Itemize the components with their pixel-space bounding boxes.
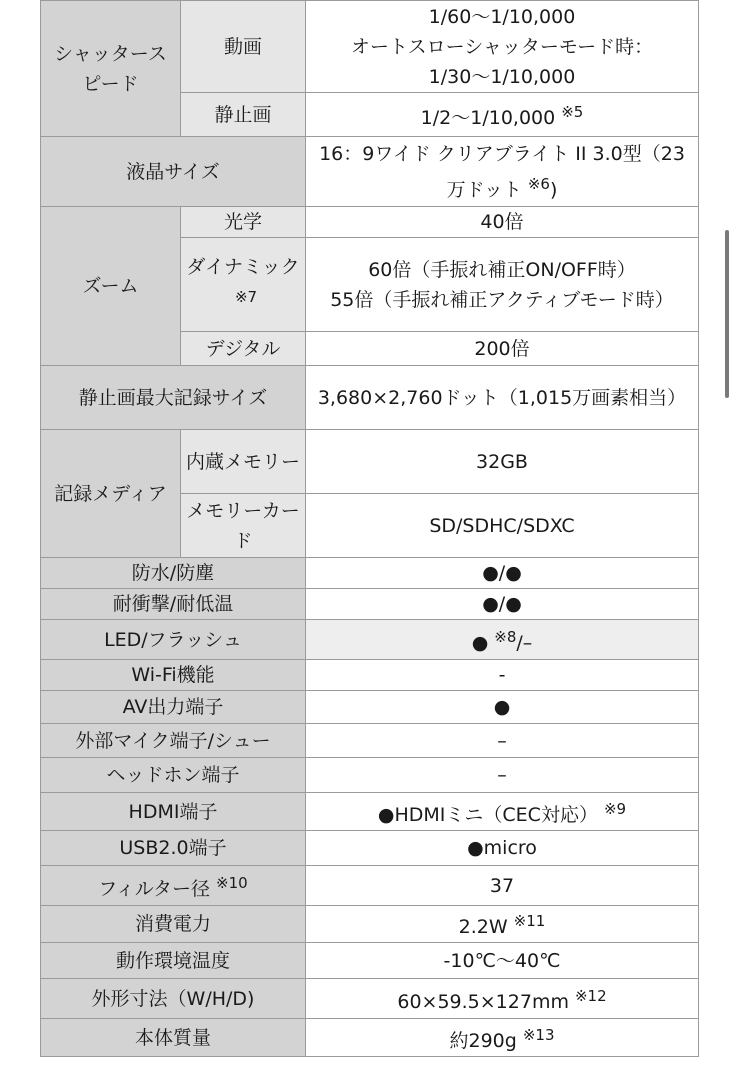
row-label: LED/フラッシュ xyxy=(41,620,306,660)
row-value: ●HDMIミニ（CEC対応） $^{※9}$ xyxy=(306,793,699,831)
table-row xyxy=(41,793,699,831)
footnote-mark: ※13 xyxy=(522,1025,555,1044)
row-label-lcd: 液晶サイズ xyxy=(41,137,306,207)
row-label: 本体質量 xyxy=(41,1019,306,1057)
row-label: 外形寸法（W/H/D) xyxy=(41,979,306,1019)
table-row xyxy=(41,831,699,866)
row-label-zoom: ズーム xyxy=(41,207,181,366)
row-label: 動作環境温度 xyxy=(41,943,306,979)
row-value: ● $^{※8}$/– xyxy=(306,620,699,660)
row-value: 約290g $^{※13}$ xyxy=(306,1019,699,1057)
table-row xyxy=(41,620,699,660)
value-zoom-digital: 200倍 xyxy=(306,332,699,366)
row-label: Wi-Fi機能 xyxy=(41,660,306,691)
table-row xyxy=(41,691,699,724)
table-row xyxy=(41,430,699,494)
value-media-internal: 32GB xyxy=(306,430,699,494)
value-shutter-still: 1/2〜1/10,000 $^{※5}$ xyxy=(306,93,699,137)
row-label-media: 記録メディア xyxy=(41,430,181,558)
row-value: ●/● xyxy=(306,589,699,620)
sub-label-digital: デジタル xyxy=(181,332,306,366)
row-label: 耐衝撃/耐低温 xyxy=(41,589,306,620)
row-value: - xyxy=(306,660,699,691)
scrollbar-thumb[interactable] xyxy=(725,230,729,398)
table-row xyxy=(41,943,699,979)
footnote-mark: ※7 xyxy=(234,287,258,306)
row-label: 外部マイク端子/シュー xyxy=(41,724,306,758)
table-row xyxy=(41,207,699,238)
table-row xyxy=(41,906,699,943)
row-value: ● xyxy=(306,691,699,724)
table-row xyxy=(41,866,699,906)
sub-label-optical: 光学 xyxy=(181,207,306,238)
footnote-mark: ※9 xyxy=(603,799,627,818)
footnote-mark: ※10 xyxy=(216,873,248,892)
row-label: USB2.0端子 xyxy=(41,831,306,866)
row-value: ●/● xyxy=(306,558,699,589)
sub-label-still: 静止画 xyxy=(181,93,306,137)
row-label: ヘッドホン端子 xyxy=(41,758,306,793)
footnote-mark: ※12 xyxy=(574,986,607,1005)
row-value: ●micro xyxy=(306,831,699,866)
table-row xyxy=(41,558,699,589)
value-lcd: 16：9ワイド クリアブライト II 3.0型（23万ドット $^{※6}$) xyxy=(306,137,699,207)
spec-table xyxy=(40,0,699,1057)
footnote-mark: ※6 xyxy=(527,174,550,193)
table-row xyxy=(41,660,699,691)
row-label-max-size: 静止画最大記録サイズ xyxy=(41,366,306,430)
footnote-mark: ※11 xyxy=(513,912,546,930)
value-max-size: 3,680×2,760ドット（1,015万画素相当） xyxy=(306,366,699,430)
sub-label-card: メモリーカード xyxy=(181,494,306,558)
table-row xyxy=(41,137,699,207)
row-value: – xyxy=(306,758,699,793)
value-zoom-optical: 40倍 xyxy=(306,207,699,238)
sub-label-internal: 内蔵メモリー xyxy=(181,430,306,494)
row-label-shutter: シャッタースピード xyxy=(41,1,181,137)
row-label: 消費電力 xyxy=(41,906,306,943)
value-zoom-dynamic: 60倍（手振れ補正ON/OFF時） 55倍（手振れ補正アクティブモード時） xyxy=(306,238,699,332)
table-row xyxy=(41,758,699,793)
sub-label-dynamic: ダイナミック$^{※7}$ xyxy=(181,238,306,332)
row-label: フィルター径 $^{※10}$ xyxy=(41,866,306,906)
footnote-mark: ※8 xyxy=(494,627,517,646)
table-row xyxy=(41,1,699,93)
table-row xyxy=(41,1019,699,1057)
value-media-card: SD/SDHC/SDXC xyxy=(306,494,699,558)
table-row xyxy=(41,589,699,620)
row-value: 60×59.5×127mm $^{※12}$ xyxy=(306,979,699,1019)
table-row xyxy=(41,366,699,430)
row-label: AV出力端子 xyxy=(41,691,306,724)
row-value: 2.2W $^{※11}$ xyxy=(306,906,699,943)
table-row xyxy=(41,979,699,1019)
value-shutter-movie: 1/60〜1/10,000 オートスローシャッターモード時： 1/30〜1/10,000 xyxy=(306,1,699,93)
row-value: 37 xyxy=(306,866,699,906)
row-label: 防水/防塵 xyxy=(41,558,306,589)
table-row xyxy=(41,724,699,758)
row-value: -10℃〜40℃ xyxy=(306,943,699,979)
row-label: HDMI端子 xyxy=(41,793,306,831)
row-value: – xyxy=(306,724,699,758)
sub-label-movie: 動画 xyxy=(181,1,306,93)
footnote-mark: ※5 xyxy=(561,102,584,121)
